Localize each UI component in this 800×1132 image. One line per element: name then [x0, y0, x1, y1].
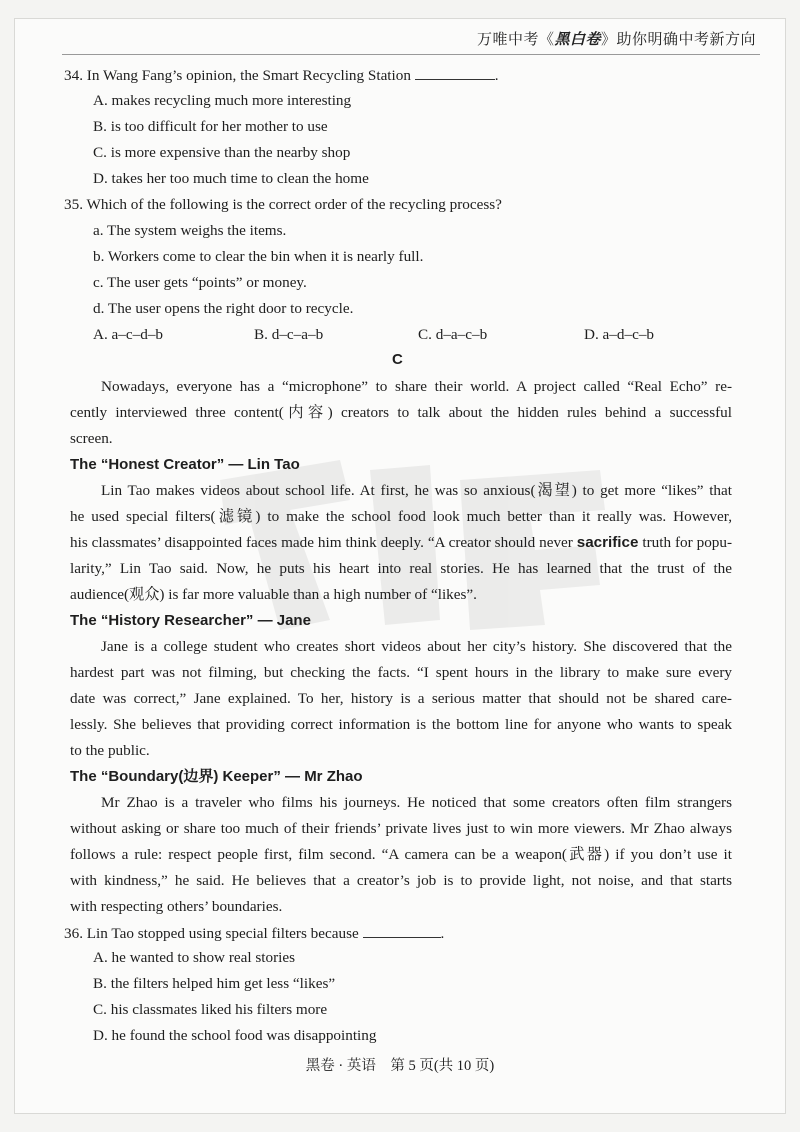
question-36-option-c: C. his classmates liked his filters more: [93, 1001, 328, 1018]
intro-line-1: Nowadays, everyone has a “microphone” to share their world. A project called “Real Echo” re-: [101, 378, 732, 395]
creator-2-line-4: lessly. She believes that providing correct information is the bottom line for anyone who wants to speak: [70, 716, 732, 733]
creator-1-line-3: his classmates’ disappointed faces made him think deeply. “A creator should never sacrifice truth for popu-: [70, 534, 733, 551]
question-34-stem: 34. In Wang Fang’s opinion, the Smart Recycling Station .: [64, 67, 499, 84]
answer-blank: [415, 65, 495, 80]
header-divider: [62, 54, 760, 55]
creator-3-line-5: with respecting others’ boundaries.: [70, 898, 283, 915]
question-35-step-d: d. The user opens the right door to recycle.: [93, 300, 354, 317]
creator-3-line-1: Mr Zhao is a traveler who films his journeys. He noticed that some creators often film strangers: [101, 794, 732, 811]
question-36-option-b: B. the filters helped him get less “likes”: [93, 975, 336, 992]
header-brand: 黑白卷: [554, 32, 601, 48]
question-35-step-b: b. Workers come to clear the bin when it is nearly full.: [93, 248, 424, 265]
question-36-option-a: A. he wanted to show real stories: [93, 949, 296, 966]
intro-line-3: screen.: [70, 430, 113, 447]
question-34-option-b: B. is too difficult for her mother to use: [93, 118, 328, 135]
section-letter: C: [392, 351, 403, 368]
creator-3-heading: The “Boundary(边界) Keeper” — Mr Zhao: [70, 768, 363, 785]
question-35-step-c: c. The user gets “points” or money.: [93, 274, 307, 291]
question-34-option-a: A. makes recycling much more interesting: [93, 92, 352, 109]
creator-2-heading: The “History Researcher” — Jane: [70, 612, 311, 629]
answer-blank: [363, 923, 441, 938]
creator-3-line-2: without asking or share too much of their friends’ private lives just to win more viewers. Mr Zhao always: [70, 820, 732, 837]
intro-line-2: cently interviewed three content(内容) creators to talk about the hidden rules behind a successful: [70, 404, 732, 421]
question-35-choice-d: D. a–d–c–b: [584, 326, 655, 343]
question-36-option-d: D. he found the school food was disappointing: [93, 1027, 377, 1044]
question-35-choice-a: A. a–c–d–b: [93, 326, 164, 343]
page-footer: 黑卷 · 英语 第 5 页(共 10 页): [305, 1058, 495, 1074]
keyword-sacrifice: sacrifice: [576, 534, 639, 551]
question-34-option-d: D. takes her too much time to clean the home: [93, 170, 369, 187]
question-35-step-a: a. The system weighs the items.: [93, 222, 287, 239]
question-35-choice-c: C. d–a–c–b: [418, 326, 488, 343]
page-header: [477, 28, 756, 49]
creator-1-line-2: he used special filters(滤镜) to make the school food look much better than it really was. However,: [70, 508, 732, 525]
creator-3-line-3: follows a rule: respect people first, film second. “A camera can be a weapon(武器) if you don’t use it: [70, 846, 732, 863]
creator-1-line-4: larity,” Lin Tao said. Now, he puts his heart into real stories. He has learned that the trust of the: [70, 560, 732, 577]
creator-2-line-2: hardest part was not filming, but checking the facts. “I spent hours in the library to make sure every: [70, 664, 732, 681]
creator-2-line-3: date was correct,” Jane explained. To her, history is a serious matter that should not be shared care-: [70, 690, 732, 707]
question-35-stem: 35. Which of the following is the correct order of the recycling process?: [64, 196, 502, 213]
creator-1-heading: The “Honest Creator” — Lin Tao: [70, 456, 300, 473]
creator-1-line-5: audience(观众) is far more valuable than a high number of “likes”.: [70, 586, 477, 603]
question-35-choice-b: B. d–c–a–b: [254, 326, 324, 343]
header-prefix: 万唯中考《: [476, 32, 555, 48]
creator-1-line-1: Lin Tao makes videos about school life. At first, he was so anxious(渴望) to get more “likes” that: [101, 482, 732, 499]
creator-3-line-4: with kindness,” he said. He believes that a creator’s job is to provide light, not noise, and that starts: [70, 872, 732, 889]
question-36-stem: 36. Lin Tao stopped using special filters because .: [64, 925, 445, 942]
header-suffix: 》助你明确中考新方向: [600, 32, 756, 48]
question-34-option-c: C. is more expensive than the nearby shop: [93, 144, 351, 161]
creator-2-line-1: Jane is a college student who creates short videos about her city’s history. She discovered that the: [101, 638, 732, 655]
creator-2-line-5: to the public.: [70, 742, 150, 759]
